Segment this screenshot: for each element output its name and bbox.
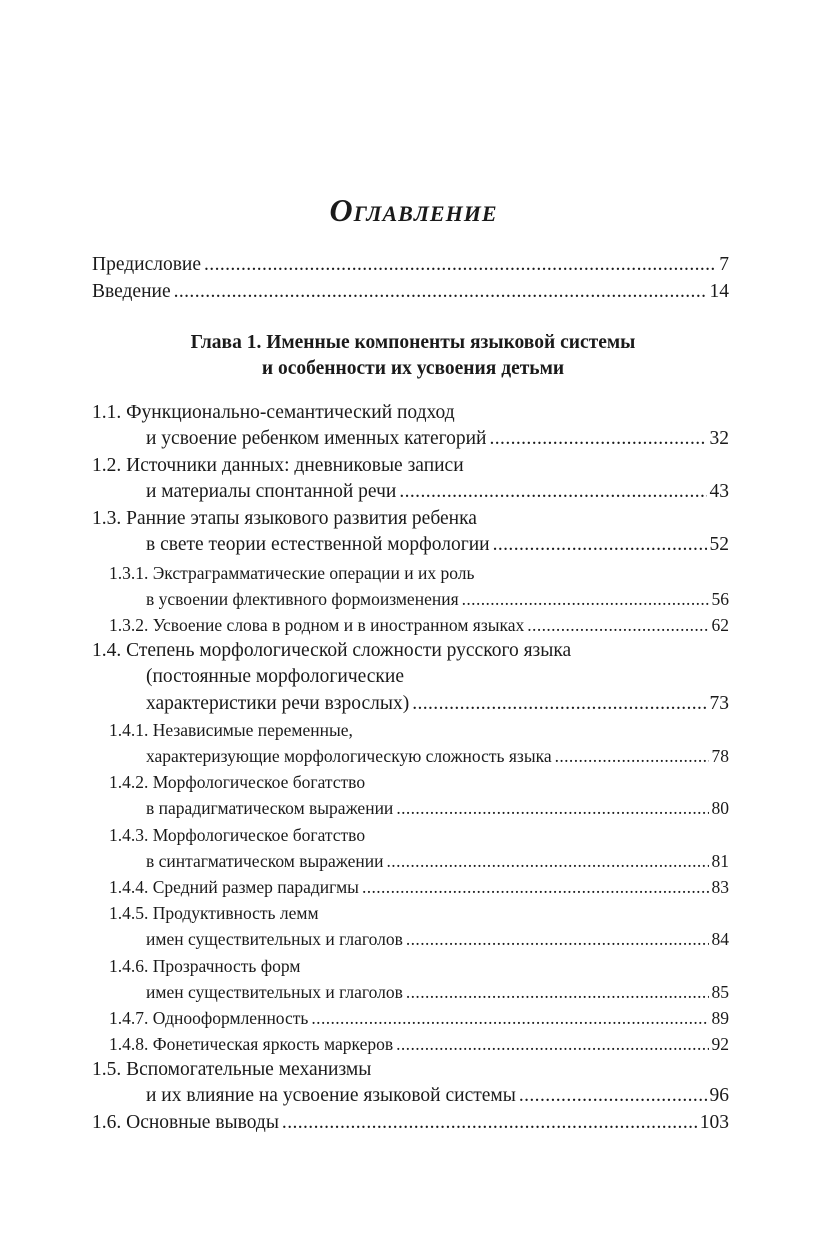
toc-entry-label: Предисловие: [92, 254, 202, 275]
toc-entry-label: Введение: [92, 281, 171, 302]
toc-entry-1-4-4[interactable]: [92, 874, 729, 900]
toc-entry-label: 1.4. Степень морфологической сложности русского языка: [92, 640, 572, 661]
dot-leader: [387, 848, 709, 871]
toc-entry-label: 1.5. Вспомогательные механизмы: [92, 1059, 372, 1080]
toc-entry-1-3[interactable]: [92, 506, 729, 559]
dot-leader: [174, 279, 707, 304]
toc-entry-label-cont: в свете теории естественной морфологии: [146, 534, 490, 556]
dot-leader: [490, 426, 707, 451]
toc-page-number: 14: [709, 281, 729, 302]
toc-page-number: 78: [711, 746, 729, 767]
dot-leader: [204, 252, 716, 277]
toc-entry-label: 1.6. Основные выводы: [92, 1112, 279, 1133]
toc-entry-label: 1.3. Ранние этапы языкового развития ребенка: [92, 508, 477, 529]
toc-entry-introduction[interactable]: [92, 279, 729, 305]
dot-leader: [311, 1005, 708, 1028]
page-title: Оглавление: [329, 192, 498, 228]
chapter-heading-line: и особенности их усвоения детьми: [261, 358, 565, 379]
toc-page-number: 83: [711, 877, 729, 897]
toc-page-number: 81: [711, 851, 729, 872]
toc-page-number: 32: [709, 428, 729, 450]
toc-entry-1-4-6[interactable]: [92, 953, 729, 1006]
toc-entry-label-cont: в синтагматическом выражении: [146, 851, 384, 872]
dot-leader: [282, 1110, 697, 1135]
dot-leader: [362, 874, 709, 897]
toc-page-number: 62: [711, 615, 729, 635]
toc-page-number: 89: [711, 1008, 729, 1028]
toc-entry-1-4-8[interactable]: [92, 1031, 729, 1057]
toc-entry-label: 1.4.8. Фонетическая яркость маркеров: [109, 1034, 394, 1054]
toc-entry-label: 1.1. Функционально-семантический подход: [92, 402, 455, 423]
toc-entry-label-cont: (постоянные морфологические: [146, 666, 404, 688]
toc-page-number: 96: [709, 1085, 729, 1107]
dot-leader: [519, 1083, 707, 1108]
toc-entry-label: 1.3.1. Экстраграмматические операции и их роль: [109, 563, 475, 583]
toc-entry-label-cont: и усвоение ребенком именных категорий: [146, 428, 487, 450]
toc-entry-label-cont: в парадигматическом выражении: [146, 798, 394, 819]
toc-entry-1-6[interactable]: [92, 1110, 729, 1136]
toc-entry-label-cont: и материалы спонтанной речи: [146, 481, 397, 503]
toc-entry-1-3-2[interactable]: [92, 612, 729, 638]
dot-leader: [527, 612, 708, 635]
toc-entry-label: 1.4.1. Независимые переменные,: [109, 720, 353, 740]
chapter-heading: [92, 330, 734, 382]
toc-entry-label: 1.4.7. Однооформленность: [109, 1008, 309, 1028]
toc-entry-1-5[interactable]: [92, 1057, 729, 1110]
toc-page-number: 56: [711, 589, 729, 610]
toc-entry-label: 1.4.4. Средний размер парадигмы: [109, 877, 359, 897]
toc-entry-label: 1.4.5. Продуктивность лемм: [109, 903, 319, 923]
chapter-heading-line: Глава 1. Именные компоненты языковой системы: [190, 332, 636, 353]
toc-page-number: 85: [711, 982, 729, 1003]
toc-entry-label-cont: в усвоении флективного формоизменения: [146, 589, 459, 610]
toc-entry-1-3-1[interactable]: [92, 560, 729, 613]
toc-page-number: 52: [709, 534, 729, 556]
dot-leader: [396, 1031, 708, 1054]
toc-entry-label-cont: характеризующие морфологическую сложность языка: [146, 746, 552, 767]
toc-entry-label: 1.2. Источники данных: дневниковые записи: [92, 455, 464, 476]
toc-page-number: 43: [709, 481, 729, 503]
dot-leader: [555, 743, 709, 766]
toc-entry-label-cont: имен существительных и глаголов: [146, 929, 403, 950]
toc-page-number: 84: [711, 929, 729, 950]
dot-leader: [493, 532, 707, 557]
toc-entry-preface[interactable]: [92, 252, 729, 278]
toc-entry-label: 1.4.2. Морфологическое богатство: [109, 772, 366, 792]
toc-entry-1-2[interactable]: [92, 453, 729, 506]
toc-page-number: 73: [709, 692, 729, 714]
toc-page-number: 80: [711, 798, 729, 819]
dot-leader: [462, 586, 709, 609]
toc-entry-1-1[interactable]: [92, 400, 729, 453]
toc-entry-1-4-5[interactable]: [92, 900, 729, 953]
dot-leader: [396, 795, 708, 818]
toc-entry-label-cont: характеристики речи взрослых): [146, 692, 410, 714]
dot-leader: [399, 479, 706, 504]
dot-leader: [406, 926, 709, 949]
dot-leader: [406, 979, 709, 1002]
toc-entry-label: 1.3.2. Усвоение слова в родном и в иностранном языках: [109, 615, 525, 635]
toc-page-number: 103: [699, 1112, 729, 1133]
toc-page-number: 7: [719, 254, 729, 275]
toc-page-number: 92: [711, 1034, 729, 1054]
toc-entry-1-4-3[interactable]: [92, 822, 729, 875]
toc-entry-label-cont: имен существительных и глаголов: [146, 982, 403, 1003]
toc-entry-label-cont: и их влияние на усвоение языковой системы: [146, 1085, 516, 1107]
toc-entry-1-4[interactable]: [92, 638, 729, 717]
toc-entry-1-4-7[interactable]: [92, 1005, 729, 1031]
toc-entry-label: 1.4.6. Прозрачность форм: [109, 956, 301, 976]
toc-entry-label: 1.4.3. Морфологическое богатство: [109, 825, 366, 845]
toc-entry-1-4-2[interactable]: [92, 769, 729, 822]
toc-entry-1-4-1[interactable]: [92, 717, 729, 770]
dot-leader: [412, 691, 706, 716]
